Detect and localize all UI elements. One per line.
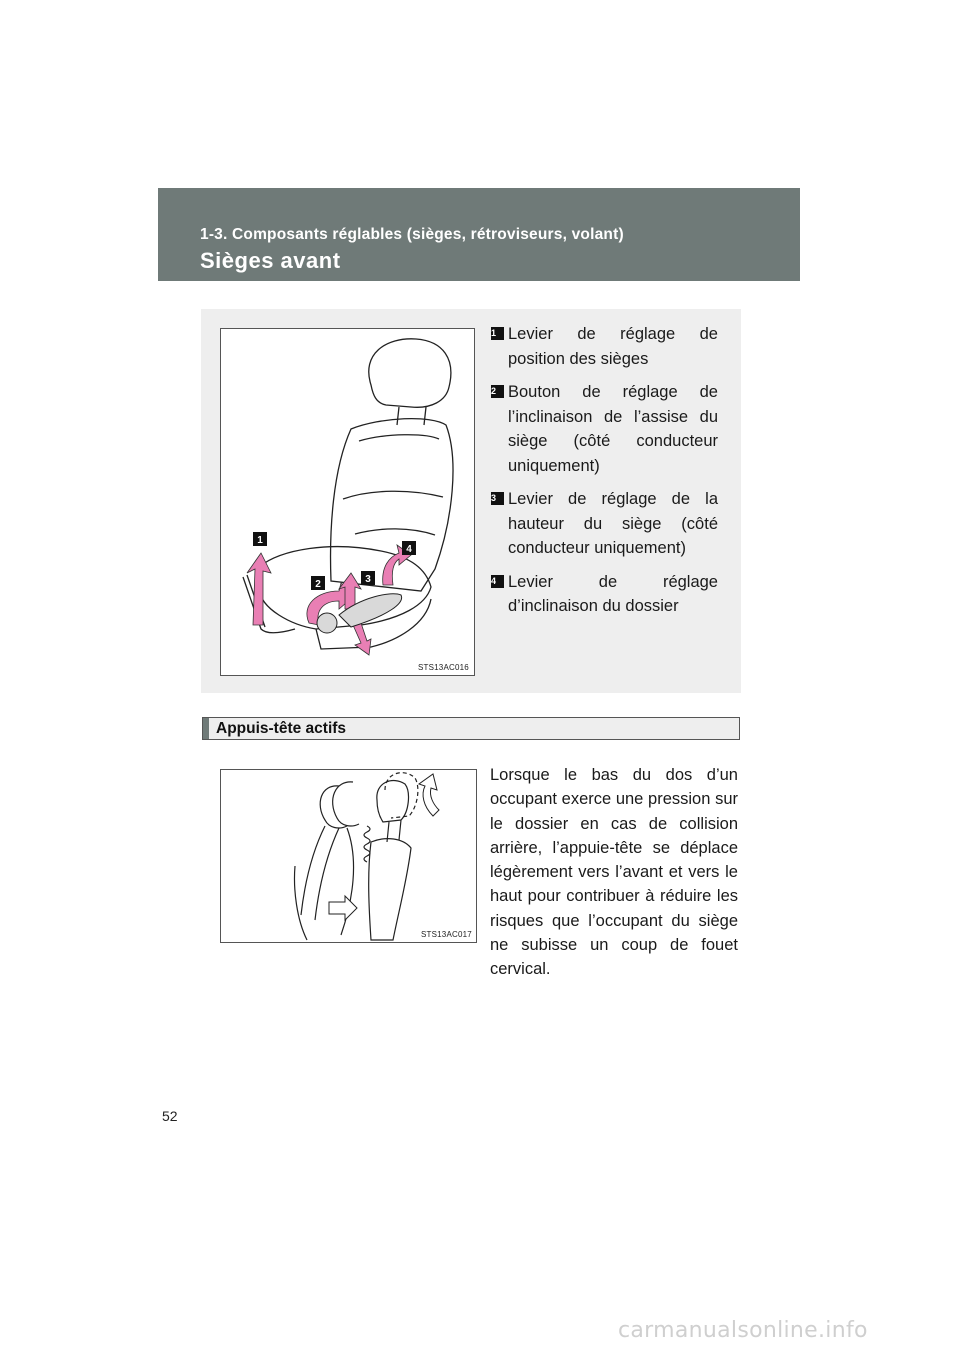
- section-title: 1-3. Composants réglables (sièges, rétroviseurs, volant): [200, 226, 624, 243]
- legend-badge: 2: [491, 385, 504, 398]
- tilt-knob: [317, 613, 337, 633]
- headrest-dashed: [385, 773, 418, 818]
- subsection-paragraph: Lorsque le bas du dos d’un occupant exerce une pression sur le dossier en cas de collision arrière, l’appuie-tête se déplace légèrement vers l’avant et vers le haut pour contribuer à réduire les risques que l’occupant du siège ne subisse un coup de fouet cervical.: [490, 766, 738, 979]
- headrest-solid: [377, 781, 409, 822]
- page-title: Sièges avant: [200, 248, 341, 273]
- headrest-outline: [369, 339, 451, 407]
- legend-item-3: [491, 487, 718, 561]
- up-arrow: [419, 774, 439, 816]
- footer-watermark: carmanualsonline.info: [618, 1318, 868, 1343]
- legend-text: Levier de réglage de position des sièges: [508, 325, 718, 368]
- callout-1: 1: [257, 535, 263, 546]
- figure1-code: STS13AC016: [418, 663, 469, 672]
- headrest-drawing: [221, 770, 476, 942]
- legend-item-4: [491, 570, 718, 619]
- legend-list: [491, 322, 718, 628]
- seat-back: [369, 839, 411, 940]
- legend-item-2: [491, 380, 718, 478]
- legend-badge: 4: [491, 575, 504, 588]
- arrow-1: [247, 553, 271, 625]
- subsection-bar: [203, 718, 209, 739]
- legend-text: Levier de réglage d’inclinaison du dossier: [508, 572, 718, 615]
- headrest-illustration: [220, 769, 477, 943]
- subsection-title: Appuis-tête actifs: [216, 720, 347, 737]
- subsection-header: [202, 717, 740, 740]
- legend-item-1: [491, 322, 718, 371]
- legend-text: Levier de réglage de la hauteur du siège (côté conducteur uniquement): [508, 490, 718, 557]
- headrest-post: [397, 407, 426, 425]
- figure2-code: STS13AC017: [421, 930, 472, 939]
- callout-2: 2: [315, 579, 321, 590]
- seat-illustration: [220, 328, 475, 676]
- push-arrow: [329, 896, 357, 920]
- backrest-seam: [343, 435, 443, 535]
- seat-drawing: [221, 329, 474, 675]
- arrow-down: [353, 623, 371, 655]
- occupant-head-front: [333, 782, 359, 826]
- page-number: 52: [162, 1108, 178, 1124]
- legend-badge: 1: [491, 327, 504, 340]
- callout-3: 3: [365, 574, 371, 585]
- occupant-head-back: [320, 786, 347, 828]
- legend-badge: 3: [491, 492, 504, 505]
- chapter-header: [158, 188, 800, 281]
- callout-4: 4: [406, 544, 412, 555]
- legend-text: Bouton de réglage de l’inclinaison de l’assise du siège (côté conducteur uniquement): [508, 383, 718, 475]
